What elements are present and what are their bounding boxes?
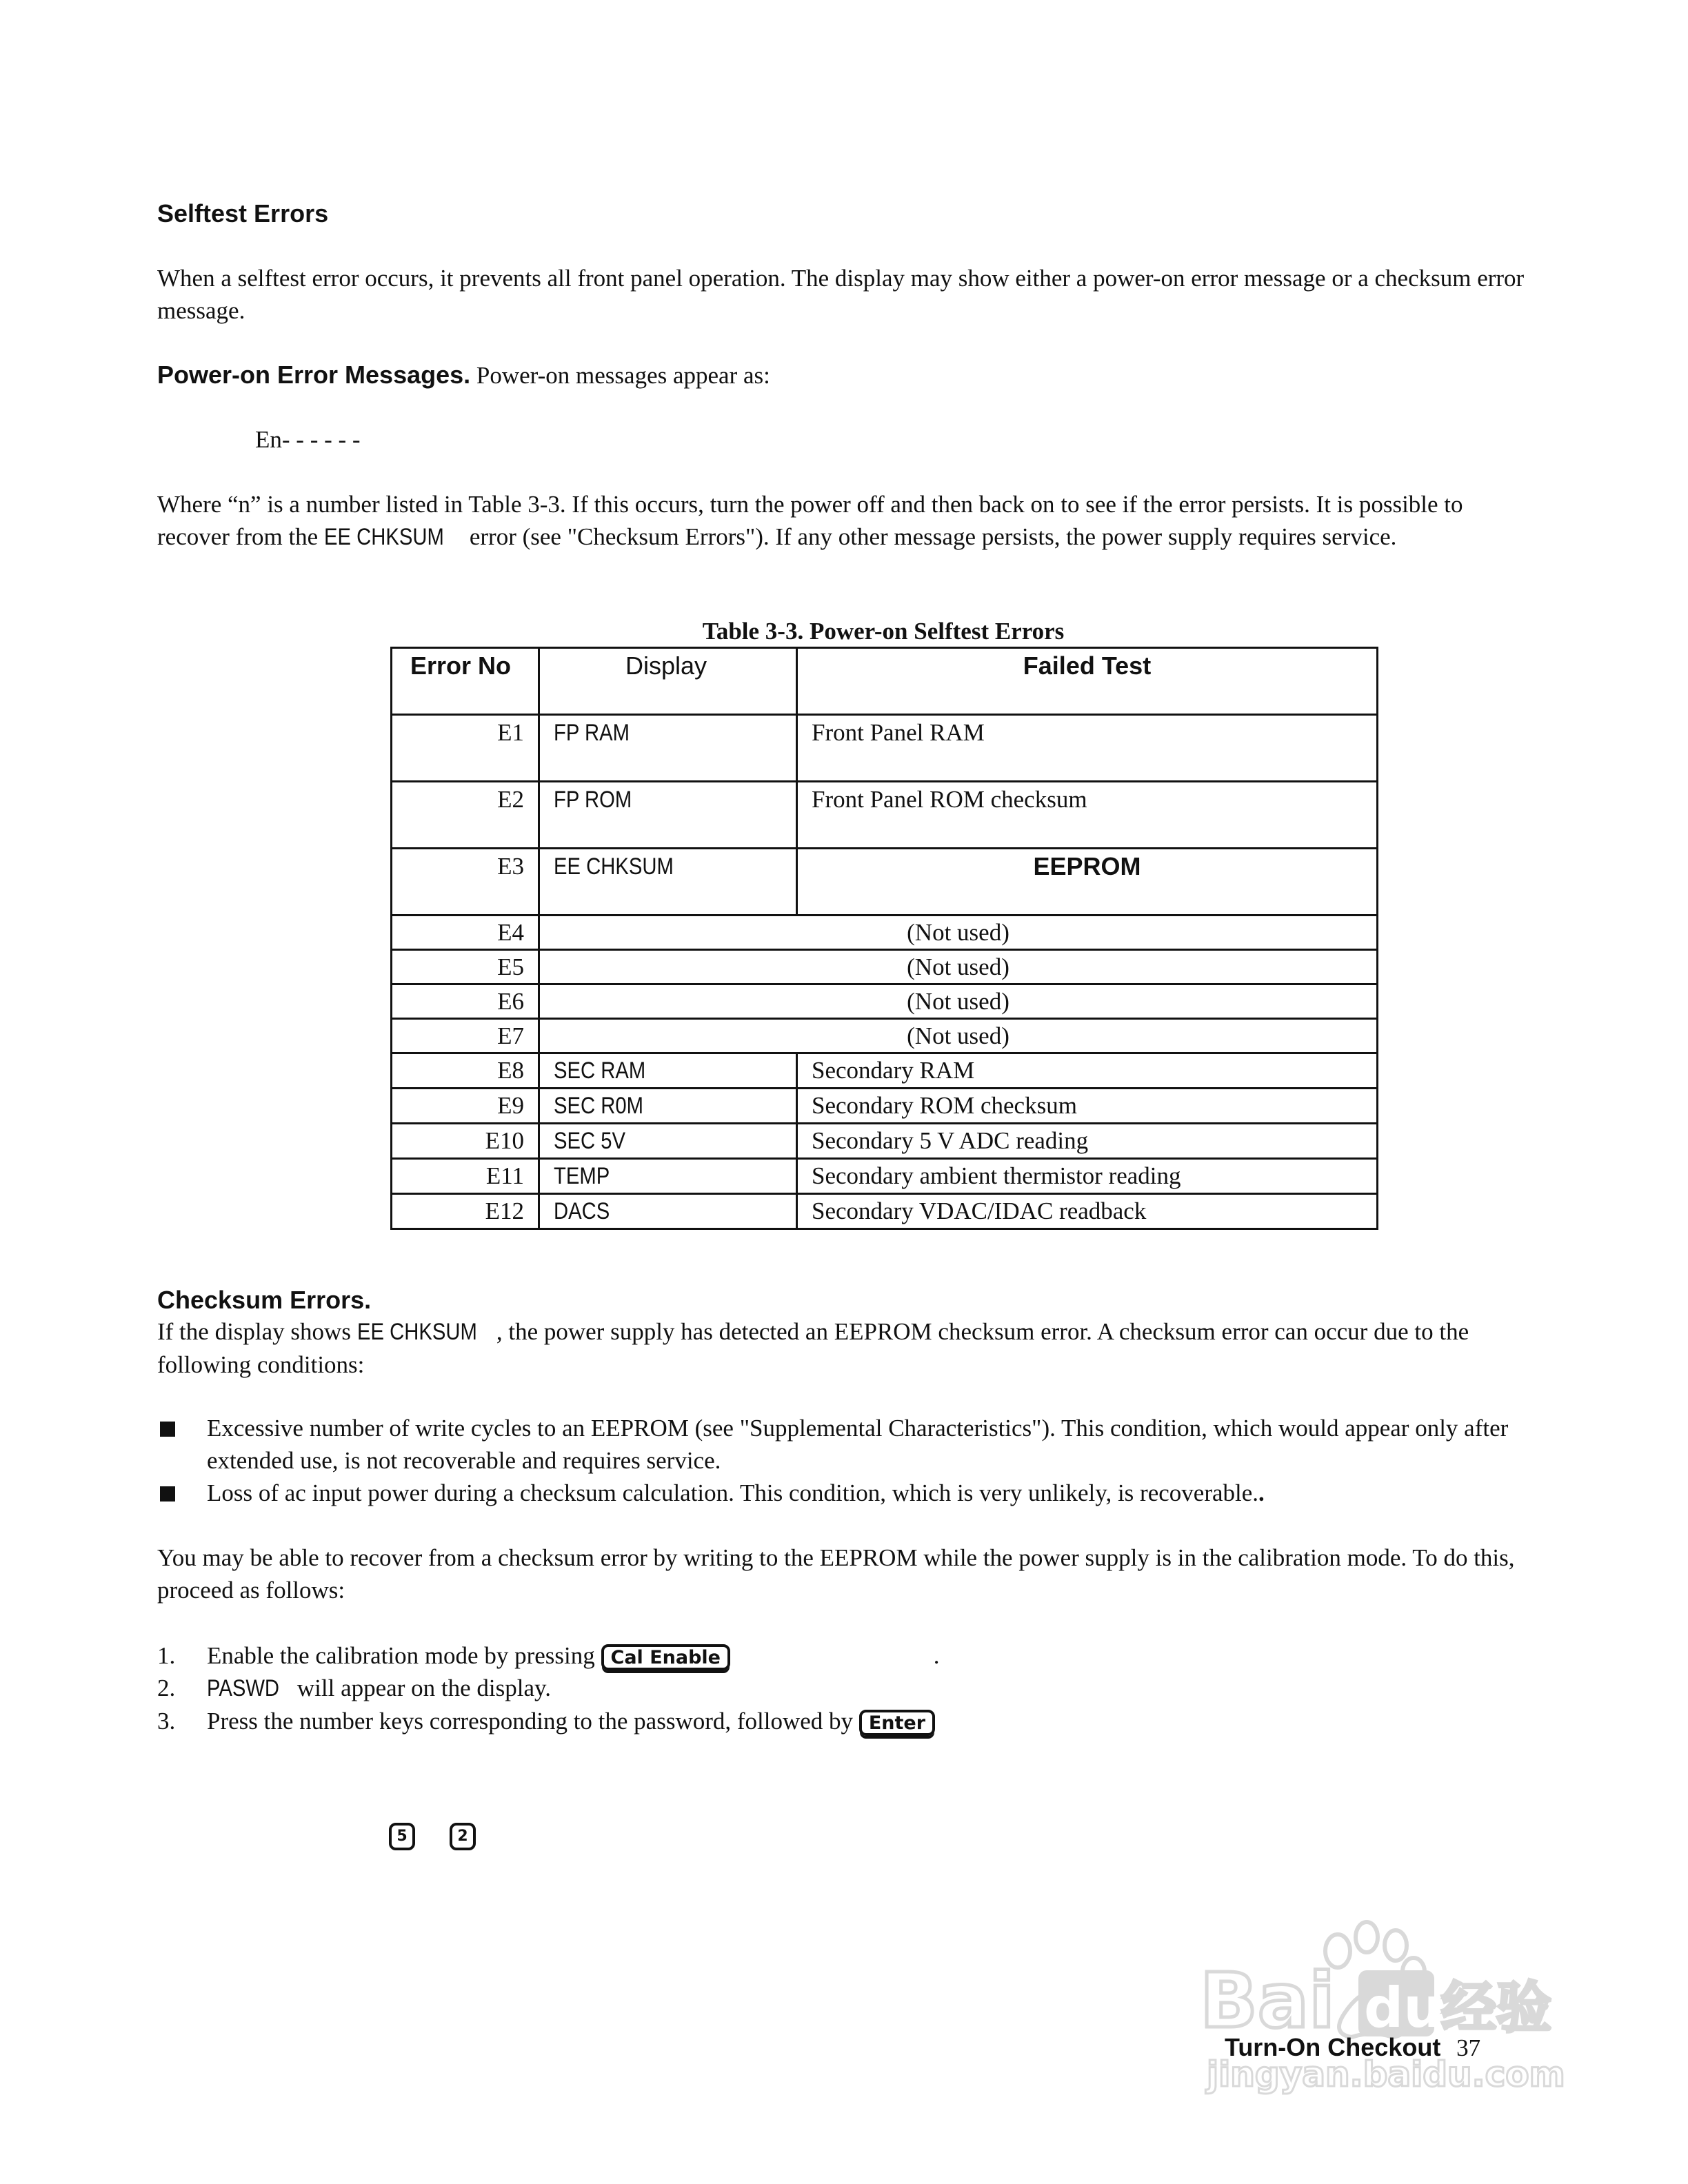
cell-failed-test: Secondary 5 V ADC reading	[797, 1124, 1378, 1159]
display-text: SEC RAM	[554, 1058, 646, 1084]
cell-display	[539, 782, 797, 849]
cell-failed-test: Front Panel RAM	[797, 715, 1378, 782]
list-item-text: Excessive number of write cycles to an EEPROM (see "Supplemental Characteristics"). This condition, which would appear only after extended use, is not recoverable and requires service.	[207, 1415, 1509, 1474]
table-row	[392, 984, 1378, 1019]
poweron-lead: Power-on messages appear as:	[476, 362, 770, 389]
cal-enable-key: Cal Enable	[601, 1644, 730, 1670]
cell-error-no: E6	[392, 984, 539, 1019]
checksum-intro	[157, 1315, 1536, 1381]
footer-title: Turn-On Checkout	[1225, 2033, 1441, 2061]
display-text: SEC 5V	[554, 1128, 626, 1154]
cell-error-no: E11	[392, 1159, 539, 1194]
table-row	[392, 1124, 1378, 1159]
cell-error-no: E12	[392, 1194, 539, 1229]
step-display: PASWD	[207, 1675, 280, 1701]
cell-error-no: E5	[392, 950, 539, 984]
checksum-intro-part-a: If the display shows	[157, 1318, 351, 1345]
cell-error-no: E10	[392, 1124, 539, 1159]
poweron-explanation-part-a: Where “n” is a number listed in Table 3-3. If this occurs, turn the power off and then back on to see if the error persists. It is possible to recover from the	[157, 491, 1463, 550]
step-number: 2.	[157, 1675, 176, 1701]
poweron-heading: Power-on Error Messages.	[157, 361, 471, 389]
cell-display	[539, 1124, 797, 1159]
cell-error-no: E3	[392, 849, 539, 916]
section-heading-selftest-errors: Selftest Errors	[157, 199, 329, 228]
square-bullet-icon	[160, 1422, 175, 1437]
checksum-intro-part-b: , the power supply has detected an EEPROM checksum error. A checksum error can occur due to the following conditions:	[157, 1318, 1469, 1378]
watermark-brand-left: Bai	[1200, 1957, 1335, 2045]
cell-display	[539, 849, 797, 916]
watermark-brand-cn: 经验	[1441, 1976, 1551, 2040]
cell-display	[539, 1053, 797, 1089]
cell-failed-test: Secondary ambient thermistor reading	[797, 1159, 1378, 1194]
step-item	[157, 1639, 1536, 1672]
selftest-errors-table	[390, 647, 1378, 1230]
checksum-intro-display: EE CHKSUM	[356, 1319, 477, 1345]
checksum-conditions-list	[157, 1412, 1536, 1509]
number-key-5: 5	[389, 1823, 415, 1850]
display-text: TEMP	[554, 1163, 610, 1189]
cell-failed-test: Front Panel ROM checksum	[797, 782, 1378, 849]
cell-failed-test: Secondary VDAC/IDAC readback	[797, 1194, 1378, 1229]
table-row	[392, 916, 1378, 950]
square-bullet-icon	[160, 1486, 175, 1502]
cell-error-no: E8	[392, 1053, 539, 1089]
watermark-url: jingyan.baidu.com	[1207, 2054, 1565, 2094]
section-heading-checksum-errors: Checksum Errors.	[157, 1286, 372, 1314]
cell-failed-test: EEPROM	[797, 849, 1378, 916]
step-number: 3.	[157, 1708, 176, 1735]
selftest-intro-paragraph: When a selftest error occurs, it prevents all front panel operation. The display may show either a power-on error message or a checksum error message.	[157, 265, 1525, 324]
poweron-explanation	[157, 488, 1536, 554]
display-text: FP ROM	[554, 787, 632, 813]
header-error-no: Error No	[392, 648, 539, 715]
step-text: will appear on the display.	[297, 1675, 551, 1701]
table-caption: Table 3-3. Power-on Selftest Errors	[702, 618, 1065, 645]
recover-paragraph: You may be able to recover from a checksum error by writing to the EEPROM while the power supply is in the calibration mode. To do this, proceed as follows:	[157, 1544, 1515, 1604]
cell-not-used: (Not used)	[539, 950, 1378, 984]
poweron-example: En- - - - - -	[255, 426, 361, 453]
cell-not-used: (Not used)	[539, 1019, 1378, 1053]
cell-error-no: E2	[392, 782, 539, 849]
page-number: 37	[1456, 2034, 1481, 2061]
poweron-explanation-display: EE CHKSUM	[323, 524, 444, 550]
table-row	[392, 1194, 1378, 1229]
table-row	[392, 782, 1378, 849]
number-key-2: 2	[450, 1823, 476, 1850]
list-item	[157, 1412, 1536, 1477]
step-item	[157, 1672, 1536, 1705]
table-row	[392, 1019, 1378, 1053]
cell-failed-test: Secondary ROM checksum	[797, 1089, 1378, 1124]
cell-display	[539, 715, 797, 782]
header-failed-test: Failed Test	[797, 648, 1378, 715]
step-number: 1.	[157, 1642, 176, 1669]
table-row	[392, 715, 1378, 782]
cell-not-used: (Not used)	[539, 916, 1378, 950]
cell-not-used: (Not used)	[539, 984, 1378, 1019]
cell-error-no: E1	[392, 715, 539, 782]
list-item-end-period: .	[1258, 1479, 1265, 1506]
table-row	[392, 950, 1378, 984]
baidu-watermark	[1186, 1910, 1572, 2116]
cell-failed-test: Secondary RAM	[797, 1053, 1378, 1089]
display-text: EE CHKSUM	[554, 853, 674, 880]
table-row	[392, 1053, 1378, 1089]
table-row	[392, 1159, 1378, 1194]
poweron-explanation-part-b: error (see "Checksum Errors"). If any other message persists, the power supply requires service.	[469, 523, 1397, 550]
header-display: Display	[539, 648, 797, 715]
step-tail: .	[933, 1642, 940, 1669]
cell-display	[539, 1194, 797, 1229]
table-row	[392, 849, 1378, 916]
cell-error-no: E9	[392, 1089, 539, 1124]
recovery-steps	[157, 1639, 1536, 1737]
page-footer	[1225, 2031, 1480, 2064]
cell-display	[539, 1159, 797, 1194]
step-text: Press the number keys corresponding to the password, followed by	[207, 1708, 854, 1735]
list-item	[157, 1477, 1536, 1509]
list-item-text: Loss of ac input power during a checksum calculation. This condition, which is very unlikely, is recoverable.	[207, 1479, 1259, 1506]
step-text: Enable the calibration mode by pressing	[207, 1642, 595, 1669]
cell-error-no: E7	[392, 1019, 539, 1053]
table-header-row	[392, 648, 1378, 715]
display-text: FP RAM	[554, 720, 630, 746]
display-text: DACS	[554, 1198, 610, 1224]
enter-key: Enter	[859, 1710, 935, 1736]
cell-error-no: E4	[392, 916, 539, 950]
watermark-brand-box: du	[1364, 1976, 1443, 2040]
cell-display	[539, 1089, 797, 1124]
poweron-paragraph	[157, 358, 1536, 392]
step-item	[157, 1705, 1536, 1737]
table-row	[392, 1089, 1378, 1124]
display-text: SEC R0M	[554, 1093, 643, 1119]
